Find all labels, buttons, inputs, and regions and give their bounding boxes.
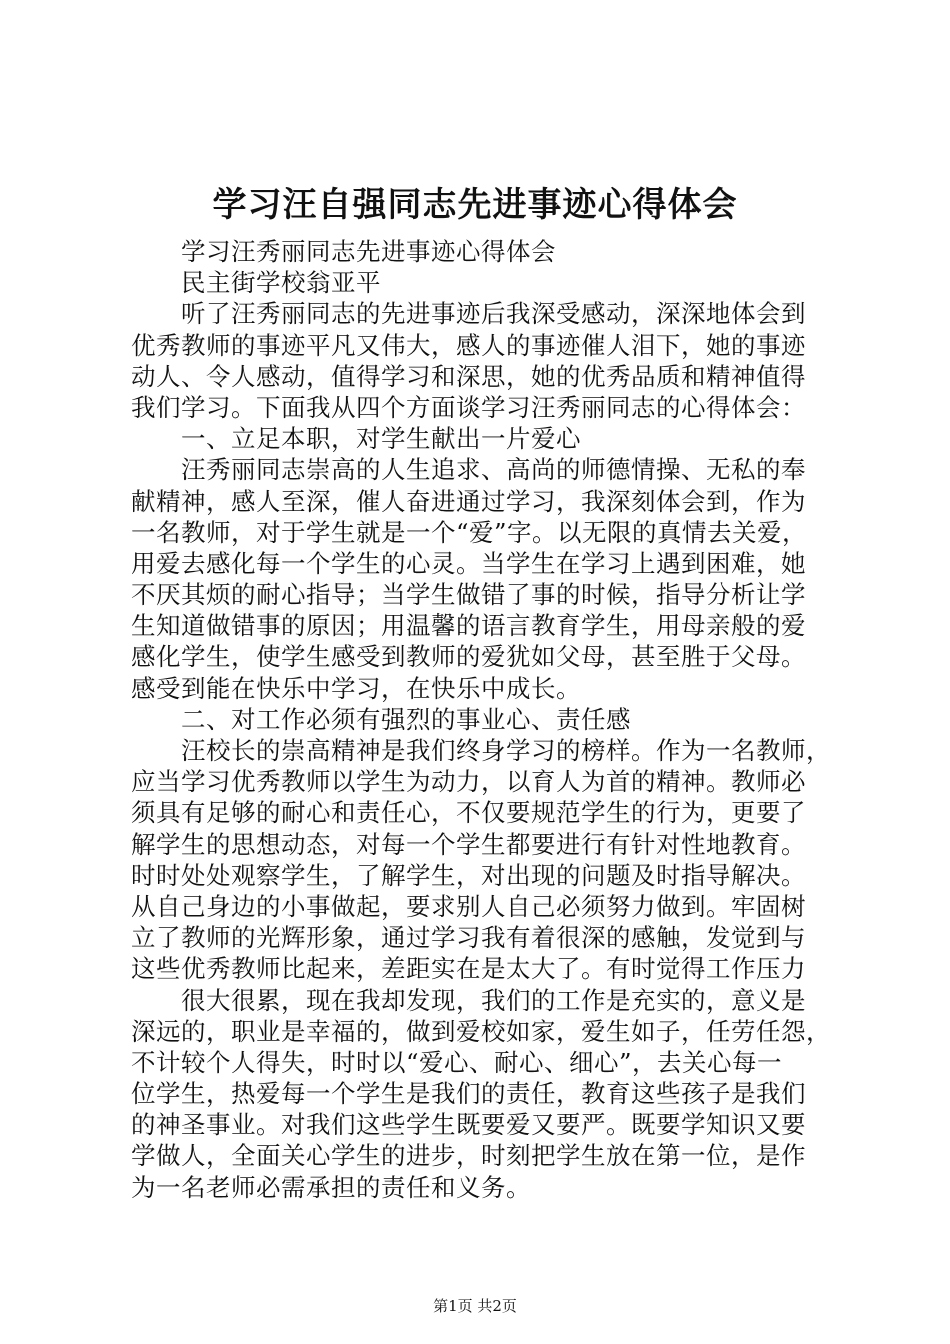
text-line: 从自己身边的小事做起，要求别人自己必须努力做到。牢固树 [131,891,806,921]
document-body [131,236,831,1203]
text-line: 不厌其烦的耐心指导；当学生做错了事的时候，指导分析让学 [131,580,806,610]
document-title: 学习汪自强同志先进事迹心得体会 [212,185,738,225]
text-line: 一、立足本职，对学生献出一片爱心 [181,424,581,454]
text-line: 我们学习。下面我从四个方面谈学习汪秀丽同志的心得体会： [131,392,806,422]
text-line: 须具有足够的耐心和责任心，不仅要规范学生的行为，更要了 [131,798,806,828]
text-line: 汪校长的崇高精神是我们终身学习的榜样。作为一名教师， [181,736,831,765]
text-line: 感受到能在快乐中学习，在快乐中成长。 [131,673,581,703]
page-footer: 第1页 共2页 [433,1297,517,1315]
text-line: 不计较个人得失，时时以“爱心、耐心、细心”，去关心每一 [131,1047,783,1077]
text-line: 二、对工作必须有强烈的事业心、责任感 [181,704,631,734]
text-line: 汪秀丽同志崇高的人生追求、高尚的师德情操、无私的奉 [181,455,806,485]
text-line: 这些优秀教师比起来，差距实在是太大了。有时觉得工作压力 [131,954,806,984]
text-line: 应当学习优秀教师以学生为动力，以育人为首的精神。教师必 [131,767,806,797]
text-line: 立了教师的光辉形象，通过学习我有着很深的感触，发觉到与 [131,923,806,953]
text-line: 献精神，感人至深，催人奋进通过学习，我深刻体会到，作为 [131,486,806,516]
text-line: 时时处处观察学生，了解学生，对出现的问题及时指导解决。 [131,860,806,890]
text-line: 的神圣事业。对我们这些学生既要爱又要严。既要学知识又要 [131,1110,806,1140]
text-line: 动人、令人感动，值得学习和深思，她的优秀品质和精神值得 [131,361,806,391]
text-line: 学做人，全面关心学生的进步，时刻把学生放在第一位，是作 [131,1141,806,1171]
text-line: 优秀教师的事迹平凡又伟大，感人的事迹催人泪下，她的事迹 [131,330,806,360]
text-line: 解学生的思想动态，对每一个学生都要进行有针对性地教育。 [131,829,806,859]
text-line: 听了汪秀丽同志的先进事迹后我深受感动，深深地体会到 [181,299,806,329]
text-line: 生知道做错事的原因；用温馨的语言教育学生，用母亲般的爱 [131,611,806,641]
text-line: 感化学生，使学生感受到教师的爱犹如父母，甚至胜于父母。 [131,642,806,672]
text-line: 一名教师，对于学生就是一个“爱”字。以无限的真情去关爱， [131,517,808,547]
text-line: 用爱去感化每一个学生的心灵。当学生在学习上遇到困难，她 [131,548,806,578]
text-line: 很大很累，现在我却发现，我们的工作是充实的，意义是 [181,985,806,1015]
text-line: 民主街学校翁亚平 [181,268,381,298]
text-line: 学习汪秀丽同志先进事迹心得体会 [181,237,556,266]
text-line: 位学生，热爱每一个学生是我们的责任，教育这些孩子是我们 [131,1079,806,1109]
text-line: 深远的，职业是幸福的，做到爱校如家，爱生如子，任劳任怨， [131,1016,831,1046]
text-line: 为一名老师必需承担的责任和义务。 [131,1172,531,1202]
